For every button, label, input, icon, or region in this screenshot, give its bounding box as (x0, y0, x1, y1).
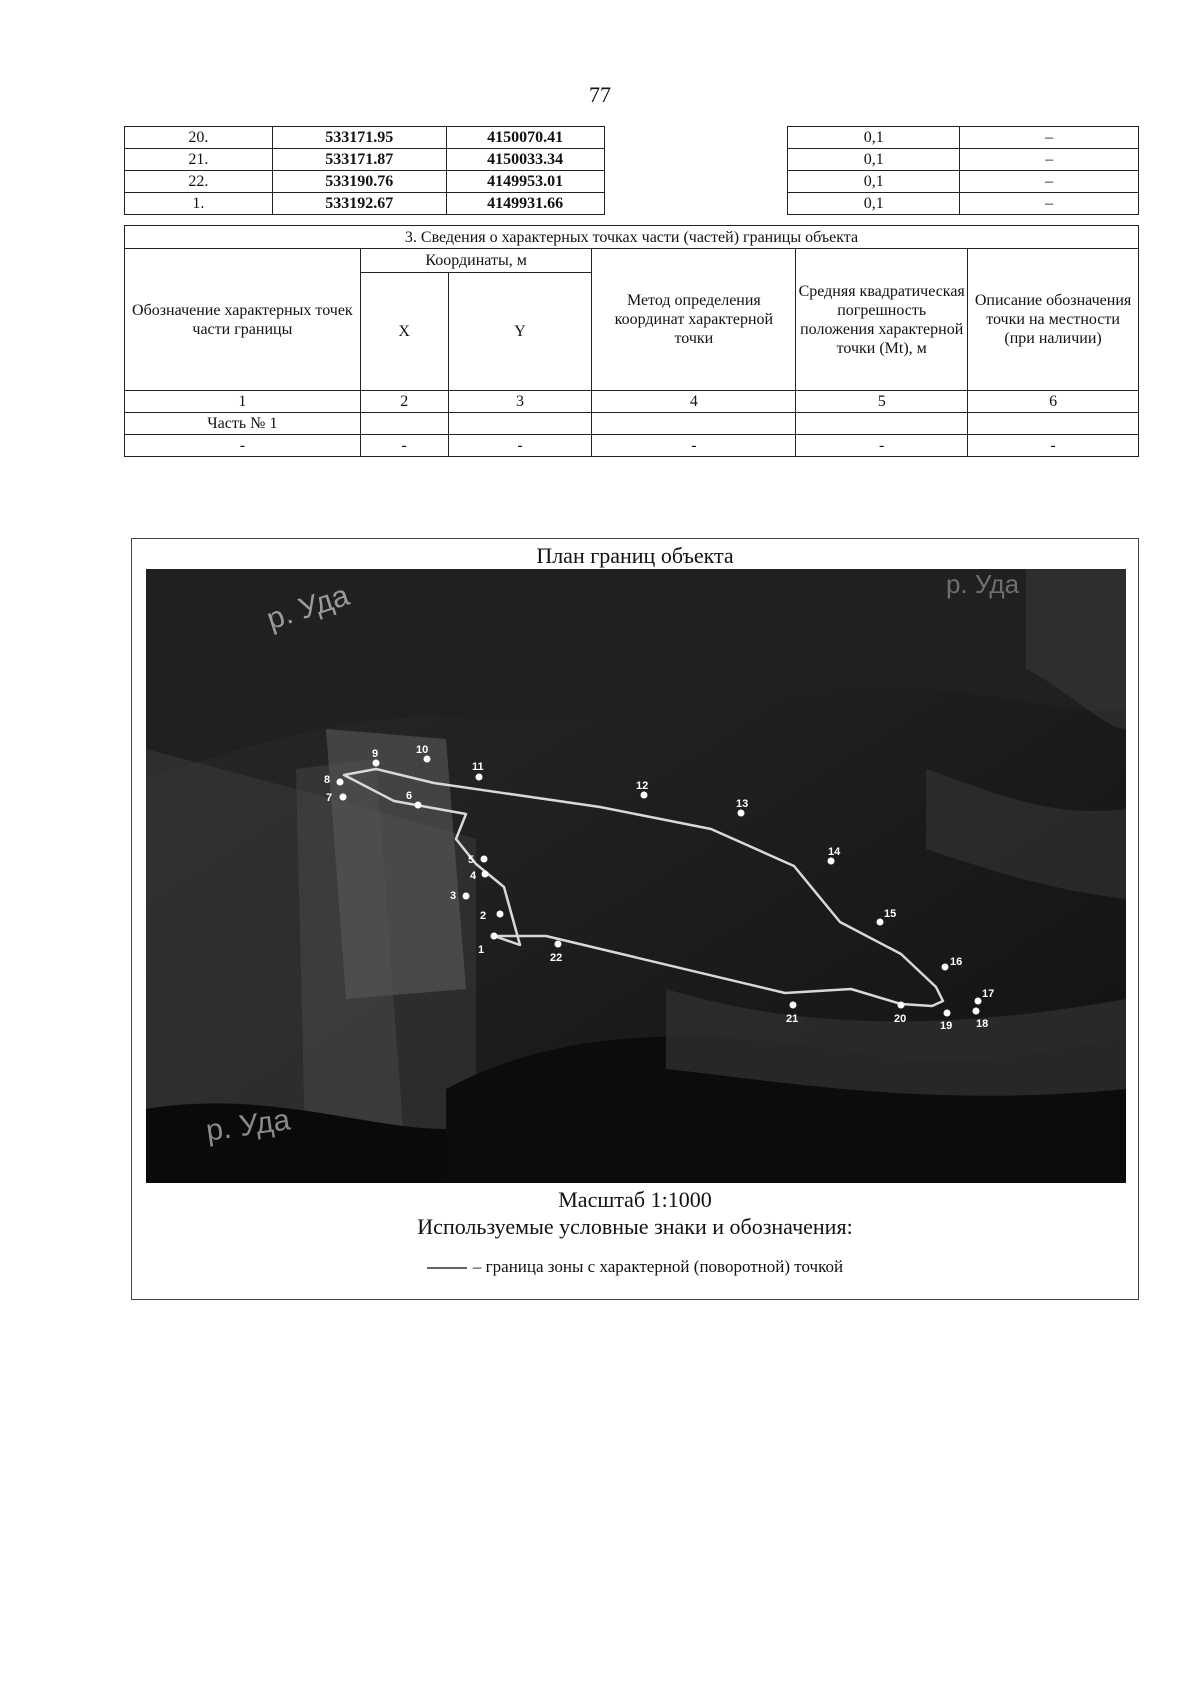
boundary-point (942, 964, 949, 971)
point-label: 3 (450, 890, 457, 902)
part-label: Часть № 1 (125, 413, 361, 435)
mt-value: 0,1 (788, 171, 960, 193)
empty-cell: - (592, 435, 796, 457)
boundary-point (373, 760, 380, 767)
column-number: 6 (968, 391, 1139, 413)
boundary-point (340, 794, 347, 801)
point-label: 11 (472, 761, 484, 773)
column-number: 3 (448, 391, 592, 413)
method-header: Метод определения координат характерной точки (592, 249, 796, 391)
plan-map (146, 569, 1126, 1183)
point-description: – (960, 149, 1139, 171)
x-coordinate: 533171.87 (272, 149, 446, 171)
table-row (125, 127, 1139, 149)
error-header: Средняя квадратическая погрешность положения характерной точки (Mt), м (796, 249, 968, 391)
point-label: 10 (416, 744, 429, 756)
point-label: 1 (478, 944, 485, 956)
boundary-point (738, 810, 745, 817)
boundary-point (337, 779, 344, 786)
table-row (125, 193, 1139, 215)
point-description: – (960, 171, 1139, 193)
boundary-point (828, 858, 835, 865)
y-coordinate: 4150033.34 (446, 149, 604, 171)
boundary-point (641, 792, 648, 799)
y-coordinate: 4150070.41 (446, 127, 604, 149)
point-label: 20 (894, 1013, 907, 1025)
boundary-point (555, 941, 562, 948)
table-row (125, 171, 1139, 193)
point-label: 15 (884, 908, 897, 920)
boundary-point (497, 911, 504, 918)
empty-cell: - (796, 435, 968, 457)
boundary-point (491, 933, 498, 940)
point-label: 19 (940, 1020, 953, 1032)
point-label: 17 (982, 988, 995, 1000)
boundary-symbol-icon (427, 1267, 467, 1269)
boundary-plan (131, 538, 1139, 1300)
table-row (125, 149, 1139, 171)
point-label: 13 (736, 798, 749, 810)
boundary-point (898, 1002, 905, 1009)
boundary-point (424, 756, 431, 763)
x-coordinate: 533192.67 (272, 193, 446, 215)
mt-value: 0,1 (788, 127, 960, 149)
mt-value: 0,1 (788, 193, 960, 215)
point-label: 2 (480, 910, 487, 922)
point-number: 20. (125, 127, 273, 149)
boundary-point (944, 1010, 951, 1017)
point-description: – (960, 193, 1139, 215)
point-label: 6 (406, 790, 413, 802)
y-header: Y (448, 273, 592, 391)
y-coordinate: 4149931.66 (446, 193, 604, 215)
page-number: 77 (589, 82, 611, 107)
coordinates-table (124, 126, 1139, 215)
point-label: 14 (828, 846, 841, 858)
river-label: р. Уда (204, 1103, 293, 1148)
boundary-point (975, 998, 982, 1005)
boundary-point (790, 1002, 797, 1009)
y-coordinate: 4149953.01 (446, 171, 604, 193)
point-number: 1. (125, 193, 273, 215)
empty-cell: - (448, 435, 592, 457)
point-label: 21 (786, 1013, 799, 1025)
boundary-point (463, 893, 470, 900)
empty-cell: - (360, 435, 448, 457)
boundary-point (482, 871, 489, 878)
coordinates-header: Координаты, м (360, 249, 592, 273)
column-number: 2 (360, 391, 448, 413)
point-label: 9 (372, 748, 379, 760)
point-number: 21. (125, 149, 273, 171)
point-label: 5 (468, 854, 475, 866)
legend-item-label: – граница зоны с характерной (поворотной) точкой (472, 1257, 844, 1276)
legend-title: Используемые условные знаки и обозначения: (417, 1214, 853, 1239)
river-label: р. Уда (946, 569, 1020, 599)
plan-title: План границ объекта (536, 543, 734, 568)
point-label: 8 (324, 774, 331, 786)
point-label: 22 (550, 952, 563, 964)
section3-table (124, 225, 1139, 457)
mt-value: 0,1 (788, 149, 960, 171)
column-number: 1 (125, 391, 361, 413)
column-number: 5 (796, 391, 968, 413)
x-header: X (360, 273, 448, 391)
x-coordinate: 533190.76 (272, 171, 446, 193)
empty-cell: - (968, 435, 1139, 457)
boundary-point (973, 1008, 980, 1015)
point-label: 4 (470, 870, 477, 882)
description-header: Описание обозначения точки на местности (при наличии) (968, 249, 1139, 391)
x-coordinate: 533171.95 (272, 127, 446, 149)
river-label: р. Уда (262, 578, 354, 637)
point-number: 22. (125, 171, 273, 193)
legend-item (132, 1257, 1138, 1277)
boundary-point (877, 919, 884, 926)
empty-cell: - (125, 435, 361, 457)
point-label: 7 (326, 792, 333, 804)
point-label: 18 (976, 1018, 989, 1030)
designation-header: Обозначение характерных точек части границы (125, 249, 361, 391)
boundary-point (476, 774, 483, 781)
map-image (146, 569, 1126, 1183)
boundary-point (415, 802, 422, 809)
boundary-point (481, 856, 488, 863)
section3-title: 3. Сведения о характерных точках части (частей) границы объекта (125, 226, 1139, 249)
column-number: 4 (592, 391, 796, 413)
point-label: 16 (950, 956, 963, 968)
point-description: – (960, 127, 1139, 149)
point-label: 12 (636, 780, 649, 792)
plan-scale: Масштаб 1:1000 (558, 1187, 712, 1212)
